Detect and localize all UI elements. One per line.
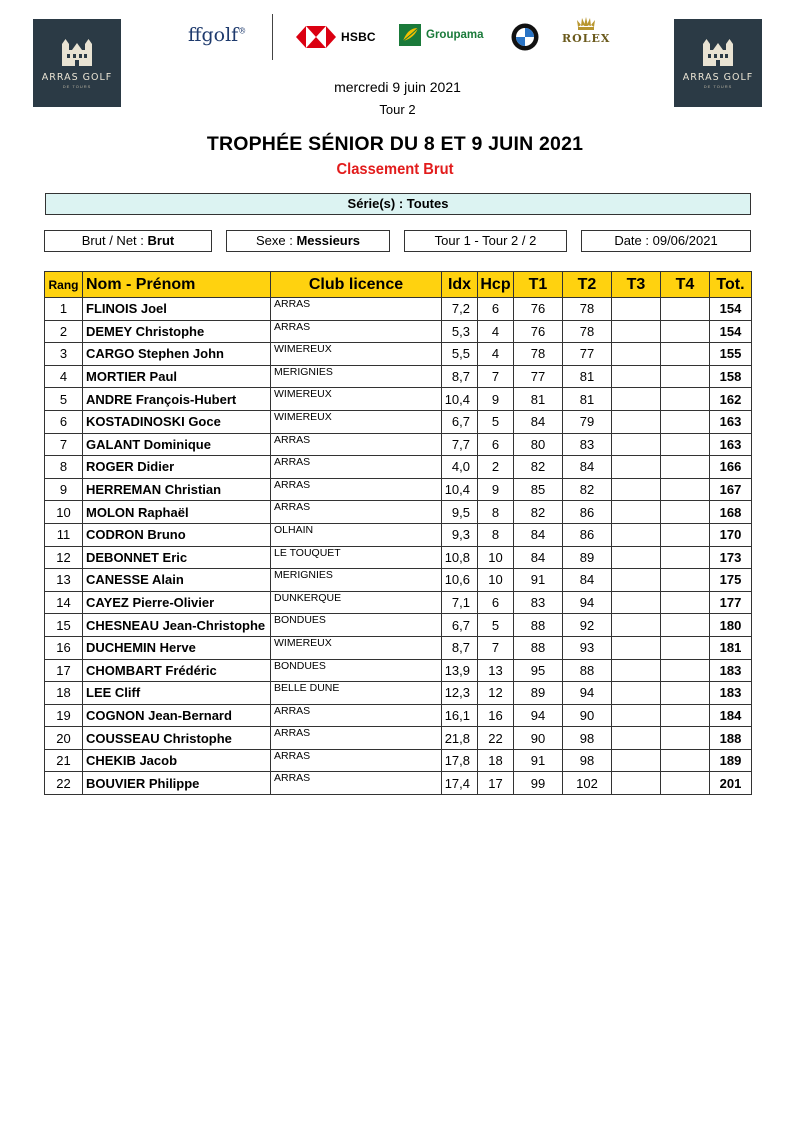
cell-t3 — [612, 433, 661, 456]
bmw-logo — [511, 23, 539, 56]
groupama-leaf-icon — [399, 24, 421, 46]
cell-idx: 10,4 — [442, 388, 478, 411]
cell-club: WIMEREUX — [271, 343, 442, 366]
logo-subtitle: DE TOURS — [62, 83, 92, 89]
cell-rang: 12 — [45, 546, 83, 569]
cell-name: CHEKIB Jacob — [83, 749, 271, 772]
cell-t3 — [612, 727, 661, 750]
cell-idx: 17,8 — [442, 749, 478, 772]
cell-idx: 9,5 — [442, 501, 478, 524]
cell-t1: 94 — [514, 704, 563, 727]
cell-rang: 17 — [45, 659, 83, 682]
cell-t3 — [612, 456, 661, 479]
cell-t1: 88 — [514, 636, 563, 659]
table-row — [45, 388, 752, 411]
cell-hcp: 9 — [478, 478, 514, 501]
cell-club: WIMEREUX — [271, 388, 442, 411]
round-label: Tour 2 — [379, 102, 416, 117]
cell-rang: 11 — [45, 523, 83, 546]
cell-t2: 92 — [563, 614, 612, 637]
tours-filter: Tour 1 - Tour 2 / 2 — [404, 230, 567, 252]
cell-hcp: 5 — [478, 410, 514, 433]
cell-t2: 86 — [563, 501, 612, 524]
cell-tot: 163 — [710, 410, 752, 433]
cell-t3 — [612, 569, 661, 592]
cell-t2: 81 — [563, 365, 612, 388]
cell-idx: 6,7 — [442, 410, 478, 433]
results-table — [44, 271, 752, 795]
sponsor-divider — [272, 14, 273, 60]
column-header-tot: Tot. — [710, 272, 752, 298]
cell-rang: 2 — [45, 320, 83, 343]
groupama-text: Groupama — [426, 29, 484, 41]
sponsors-band — [168, 14, 632, 60]
cell-t2: 82 — [563, 478, 612, 501]
cell-club: ARRAS — [271, 478, 442, 501]
cell-t1: 76 — [514, 320, 563, 343]
cell-t3 — [612, 388, 661, 411]
cell-t1: 82 — [514, 501, 563, 524]
cell-tot: 181 — [710, 636, 752, 659]
cell-rang: 22 — [45, 772, 83, 795]
cell-tot: 183 — [710, 682, 752, 705]
cell-tot: 188 — [710, 727, 752, 750]
hsbc-hexagon-icon — [296, 26, 336, 48]
series-filter: Série(s) : Toutes — [45, 193, 751, 215]
column-header-idx: Idx — [442, 272, 478, 298]
cell-club: WIMEREUX — [271, 636, 442, 659]
cell-name: CHOMBART Frédéric — [83, 659, 271, 682]
cell-t1: 99 — [514, 772, 563, 795]
cell-tot: 158 — [710, 365, 752, 388]
table-row — [45, 298, 752, 321]
cell-rang: 19 — [45, 704, 83, 727]
cell-t4 — [661, 433, 710, 456]
cell-hcp: 12 — [478, 682, 514, 705]
cell-name: CAYEZ Pierre-Olivier — [83, 591, 271, 614]
cell-t2: 102 — [563, 772, 612, 795]
cell-hcp: 7 — [478, 636, 514, 659]
cell-t1: 91 — [514, 749, 563, 772]
cell-idx: 10,8 — [442, 546, 478, 569]
cell-idx: 17,4 — [442, 772, 478, 795]
column-header-t3: T3 — [612, 272, 661, 298]
page-title: TROPHÉE SÉNIOR DU 8 ET 9 JUIN 2021 — [206, 133, 584, 155]
cell-t3 — [612, 591, 661, 614]
cell-rang: 7 — [45, 433, 83, 456]
cell-club: OLHAIN — [271, 523, 442, 546]
table-row — [45, 320, 752, 343]
cell-rang: 8 — [45, 456, 83, 479]
cell-t3 — [612, 501, 661, 524]
cell-tot: 167 — [710, 478, 752, 501]
cell-hcp: 17 — [478, 772, 514, 795]
table-row — [45, 501, 752, 524]
column-header-rang: Rang — [45, 272, 83, 298]
cell-t2: 84 — [563, 456, 612, 479]
cell-t4 — [661, 591, 710, 614]
cell-hcp: 6 — [478, 433, 514, 456]
cell-t4 — [661, 298, 710, 321]
cell-t3 — [612, 704, 661, 727]
cell-rang: 21 — [45, 749, 83, 772]
cell-hcp: 10 — [478, 569, 514, 592]
cell-idx: 21,8 — [442, 727, 478, 750]
cell-tot: 168 — [710, 501, 752, 524]
cell-club: BELLE DUNE — [271, 682, 442, 705]
cell-name: DUCHEMIN Herve — [83, 636, 271, 659]
cell-rang: 4 — [45, 365, 83, 388]
cell-hcp: 9 — [478, 388, 514, 411]
cell-club: ARRAS — [271, 433, 442, 456]
column-header-hcp: Hcp — [478, 272, 514, 298]
cell-name: DEMEY Christophe — [83, 320, 271, 343]
cell-t1: 85 — [514, 478, 563, 501]
column-header-nom: Nom - Prénom — [83, 272, 271, 298]
cell-hcp: 2 — [478, 456, 514, 479]
table-row — [45, 478, 752, 501]
cell-idx: 7,1 — [442, 591, 478, 614]
table-row — [45, 636, 752, 659]
table-row — [45, 591, 752, 614]
cell-club: WIMEREUX — [271, 410, 442, 433]
table-row — [45, 523, 752, 546]
cell-name: COGNON Jean-Bernard — [83, 704, 271, 727]
cell-t1: 84 — [514, 546, 563, 569]
ranking-subtitle: Classement Brut — [336, 161, 454, 178]
cell-tot: 177 — [710, 591, 752, 614]
cell-t4 — [661, 636, 710, 659]
cell-t1: 81 — [514, 388, 563, 411]
cell-t3 — [612, 523, 661, 546]
cell-tot: 189 — [710, 749, 752, 772]
cell-t1: 76 — [514, 298, 563, 321]
cell-tot: 173 — [710, 546, 752, 569]
rolex-logo — [562, 17, 610, 45]
cell-hcp: 18 — [478, 749, 514, 772]
cell-t3 — [612, 749, 661, 772]
cell-t4 — [661, 772, 710, 795]
cell-hcp: 8 — [478, 523, 514, 546]
cell-name: DEBONNET Eric — [83, 546, 271, 569]
ffgolf-logo: ffgolf® — [188, 24, 247, 46]
cell-t3 — [612, 636, 661, 659]
cell-t4 — [661, 501, 710, 524]
cell-rang: 14 — [45, 591, 83, 614]
logo-subtitle: DE TOURS — [703, 83, 733, 89]
castle-icon — [58, 38, 96, 68]
cell-hcp: 6 — [478, 591, 514, 614]
column-header-t1: T1 — [514, 272, 563, 298]
cell-t2: 98 — [563, 727, 612, 750]
cell-club: ARRAS — [271, 704, 442, 727]
cell-idx: 8,7 — [442, 636, 478, 659]
table-row — [45, 772, 752, 795]
brut-net-filter — [44, 230, 212, 252]
cell-idx: 5,5 — [442, 343, 478, 366]
cell-club: ARRAS — [271, 772, 442, 795]
cell-rang: 3 — [45, 343, 83, 366]
cell-rang: 6 — [45, 410, 83, 433]
cell-t2: 78 — [563, 320, 612, 343]
cell-tot: 201 — [710, 772, 752, 795]
cell-hcp: 16 — [478, 704, 514, 727]
sexe-filter — [226, 230, 390, 252]
cell-t4 — [661, 749, 710, 772]
sexe-label: Sexe : — [255, 233, 293, 248]
cell-t3 — [612, 659, 661, 682]
groupama-logo — [399, 24, 484, 46]
event-date: mercredi 9 juin 2021 — [334, 79, 461, 95]
cell-hcp: 5 — [478, 614, 514, 637]
cell-t4 — [661, 365, 710, 388]
cell-hcp: 4 — [478, 320, 514, 343]
bmw-roundel-icon — [511, 23, 539, 51]
cell-idx: 7,7 — [442, 433, 478, 456]
cell-hcp: 13 — [478, 659, 514, 682]
cell-t3 — [612, 682, 661, 705]
cell-t2: 94 — [563, 682, 612, 705]
cell-t4 — [661, 410, 710, 433]
cell-t1: 88 — [514, 614, 563, 637]
cell-t3 — [612, 410, 661, 433]
cell-hcp: 4 — [478, 343, 514, 366]
cell-t2: 83 — [563, 433, 612, 456]
cell-name: GALANT Dominique — [83, 433, 271, 456]
cell-name: CANESSE Alain — [83, 569, 271, 592]
table-row — [45, 433, 752, 456]
cell-idx: 8,7 — [442, 365, 478, 388]
cell-t4 — [661, 727, 710, 750]
cell-idx: 10,6 — [442, 569, 478, 592]
cell-name: CODRON Bruno — [83, 523, 271, 546]
cell-idx: 6,7 — [442, 614, 478, 637]
cell-t2: 81 — [563, 388, 612, 411]
date-filter: Date : 09/06/2021 — [581, 230, 751, 252]
column-header-club: Club licence — [271, 272, 442, 298]
cell-t1: 84 — [514, 410, 563, 433]
cell-name: MORTIER Paul — [83, 365, 271, 388]
logo-name: ARRAS GOLF — [41, 71, 113, 83]
brut-net-value: Brut — [147, 233, 175, 248]
cell-name: BOUVIER Philippe — [83, 772, 271, 795]
cell-t1: 89 — [514, 682, 563, 705]
cell-hcp: 7 — [478, 365, 514, 388]
cell-tot: 154 — [710, 298, 752, 321]
hsbc-logo — [296, 26, 376, 48]
table-row — [45, 410, 752, 433]
cell-hcp: 6 — [478, 298, 514, 321]
rolex-text: ROLEX — [562, 32, 611, 45]
cell-club: BONDUES — [271, 614, 442, 637]
cell-t3 — [612, 614, 661, 637]
cell-t2: 89 — [563, 546, 612, 569]
cell-idx: 16,1 — [442, 704, 478, 727]
cell-t1: 82 — [514, 456, 563, 479]
cell-t4 — [661, 659, 710, 682]
cell-tot: 155 — [710, 343, 752, 366]
cell-club: ARRAS — [271, 298, 442, 321]
cell-idx: 10,4 — [442, 478, 478, 501]
cell-tot: 184 — [710, 704, 752, 727]
table-row — [45, 343, 752, 366]
cell-t1: 78 — [514, 343, 563, 366]
cell-t3 — [612, 546, 661, 569]
table-row — [45, 659, 752, 682]
cell-t4 — [661, 343, 710, 366]
cell-tot: 170 — [710, 523, 752, 546]
logo-name: ARRAS GOLF — [682, 71, 754, 83]
cell-t3 — [612, 320, 661, 343]
cell-t3 — [612, 478, 661, 501]
cell-t4 — [661, 614, 710, 637]
cell-tot: 162 — [710, 388, 752, 411]
cell-idx: 4,0 — [442, 456, 478, 479]
cell-tot: 180 — [710, 614, 752, 637]
brut-net-label: Brut / Net : — [81, 233, 144, 248]
cell-rang: 20 — [45, 727, 83, 750]
cell-rang: 9 — [45, 478, 83, 501]
cell-tot: 175 — [710, 569, 752, 592]
castle-icon — [699, 38, 737, 68]
cell-t2: 79 — [563, 410, 612, 433]
cell-t2: 94 — [563, 591, 612, 614]
cell-t3 — [612, 298, 661, 321]
cell-club: MERIGNIES — [271, 569, 442, 592]
cell-t2: 86 — [563, 523, 612, 546]
table-row — [45, 365, 752, 388]
cell-rang: 5 — [45, 388, 83, 411]
cell-club: ARRAS — [271, 727, 442, 750]
cell-hcp: 10 — [478, 546, 514, 569]
cell-t1: 95 — [514, 659, 563, 682]
cell-t2: 77 — [563, 343, 612, 366]
cell-name: KOSTADINOSKI Goce — [83, 410, 271, 433]
cell-club: LE TOUQUET — [271, 546, 442, 569]
cell-rang: 18 — [45, 682, 83, 705]
cell-idx: 12,3 — [442, 682, 478, 705]
cell-hcp: 22 — [478, 727, 514, 750]
cell-rang: 13 — [45, 569, 83, 592]
cell-hcp: 8 — [478, 501, 514, 524]
table-header-row — [45, 272, 752, 298]
cell-t2: 84 — [563, 569, 612, 592]
cell-t2: 78 — [563, 298, 612, 321]
cell-name: FLINOIS Joel — [83, 298, 271, 321]
cell-t1: 77 — [514, 365, 563, 388]
table-row — [45, 614, 752, 637]
cell-t3 — [612, 365, 661, 388]
cell-club: ARRAS — [271, 456, 442, 479]
ffgolf-text: ffgolf — [188, 24, 239, 46]
cell-rang: 10 — [45, 501, 83, 524]
table-row — [45, 569, 752, 592]
cell-rang: 15 — [45, 614, 83, 637]
sexe-value: Messieurs — [296, 233, 361, 248]
cell-name: COUSSEAU Christophe — [83, 727, 271, 750]
cell-tot: 154 — [710, 320, 752, 343]
cell-t4 — [661, 478, 710, 501]
cell-rang: 1 — [45, 298, 83, 321]
cell-t1: 91 — [514, 569, 563, 592]
column-header-t4: T4 — [661, 272, 710, 298]
cell-t3 — [612, 772, 661, 795]
cell-name: LEE Cliff — [83, 682, 271, 705]
cell-idx: 7,2 — [442, 298, 478, 321]
cell-t4 — [661, 682, 710, 705]
table-row — [45, 749, 752, 772]
cell-idx: 9,3 — [442, 523, 478, 546]
cell-idx: 13,9 — [442, 659, 478, 682]
crown-icon — [575, 17, 597, 31]
cell-t4 — [661, 320, 710, 343]
cell-club: MERIGNIES — [271, 365, 442, 388]
table-row — [45, 682, 752, 705]
cell-name: ROGER Didier — [83, 456, 271, 479]
cell-name: CARGO Stephen John — [83, 343, 271, 366]
cell-club: BONDUES — [271, 659, 442, 682]
cell-t1: 80 — [514, 433, 563, 456]
cell-club: ARRAS — [271, 749, 442, 772]
cell-t1: 84 — [514, 523, 563, 546]
cell-t2: 98 — [563, 749, 612, 772]
cell-rang: 16 — [45, 636, 83, 659]
table-row — [45, 727, 752, 750]
hsbc-text: HSBC — [341, 30, 376, 44]
cell-idx: 5,3 — [442, 320, 478, 343]
cell-t4 — [661, 704, 710, 727]
cell-name: ANDRE François-Hubert — [83, 388, 271, 411]
cell-tot: 183 — [710, 659, 752, 682]
cell-name: CHESNEAU Jean-Christophe — [83, 614, 271, 637]
cell-t4 — [661, 569, 710, 592]
cell-t2: 90 — [563, 704, 612, 727]
cell-t2: 93 — [563, 636, 612, 659]
cell-name: MOLON Raphaël — [83, 501, 271, 524]
cell-tot: 163 — [710, 433, 752, 456]
table-row — [45, 546, 752, 569]
cell-t1: 83 — [514, 591, 563, 614]
table-row — [45, 456, 752, 479]
cell-club: DUNKERQUE — [271, 591, 442, 614]
cell-name: HERREMAN Christian — [83, 478, 271, 501]
cell-t3 — [612, 343, 661, 366]
cell-t2: 88 — [563, 659, 612, 682]
cell-club: ARRAS — [271, 501, 442, 524]
cell-club: ARRAS — [271, 320, 442, 343]
cell-t4 — [661, 546, 710, 569]
cell-t4 — [661, 523, 710, 546]
cell-t1: 90 — [514, 727, 563, 750]
cell-t4 — [661, 456, 710, 479]
column-header-t2: T2 — [563, 272, 612, 298]
table-row — [45, 704, 752, 727]
cell-tot: 166 — [710, 456, 752, 479]
cell-t4 — [661, 388, 710, 411]
